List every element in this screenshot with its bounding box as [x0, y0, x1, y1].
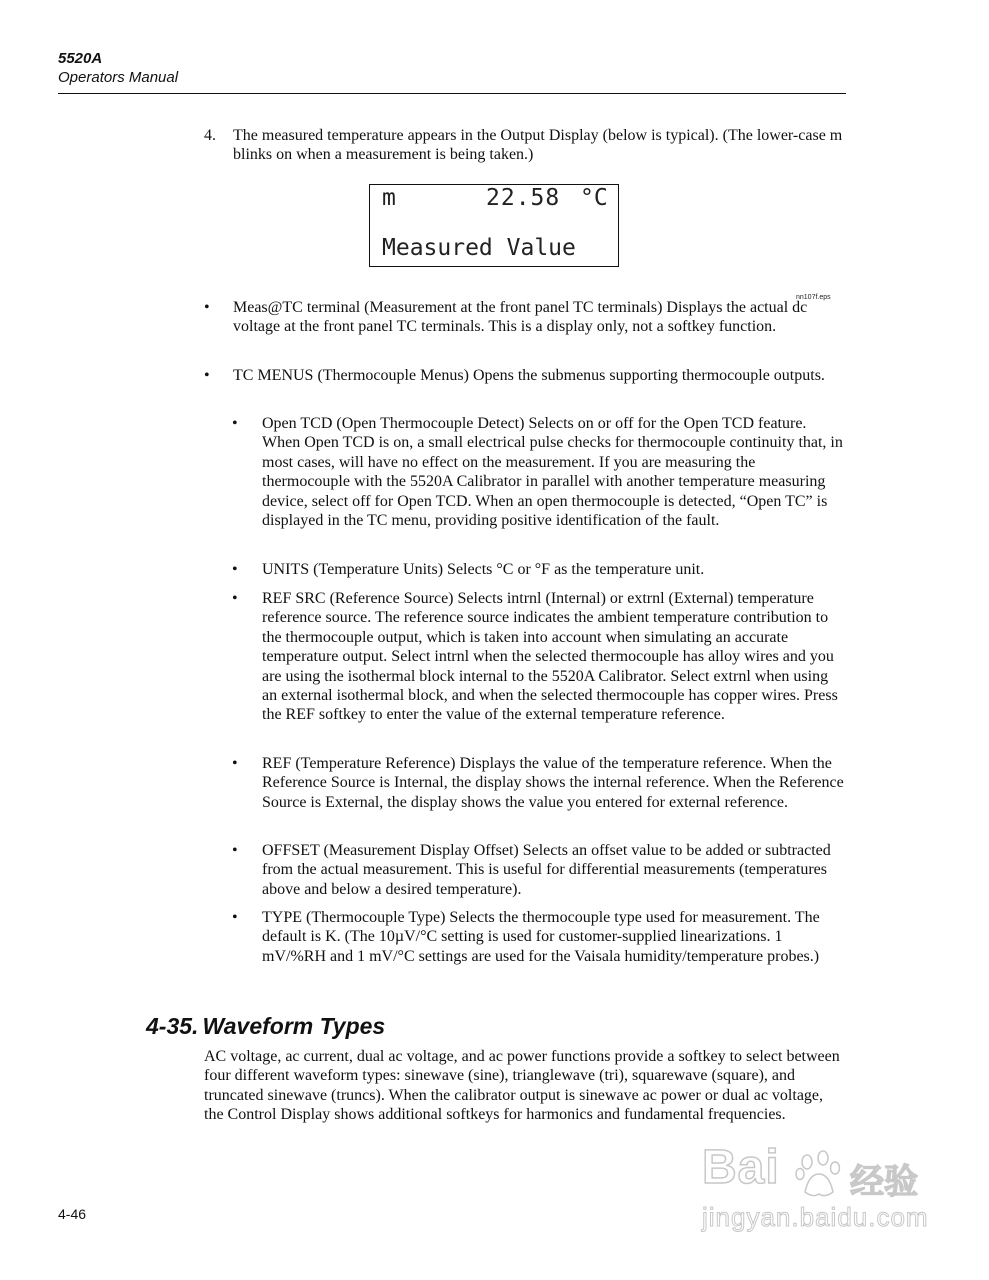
- bullet-text: Meas@TC terminal (Measurement at the front panel TC terminals) Displays the actual dc voltage at the front panel TC terminals. This is a display only, not a softkey function.: [233, 299, 808, 336]
- sub-bullet-ref: [232, 754, 846, 812]
- bullet-mark: •: [232, 415, 238, 432]
- sub-bullet-units: [232, 560, 846, 579]
- section-number: 4-35.: [146, 1013, 199, 1039]
- bullet-mark: •: [232, 561, 238, 578]
- measured-value: 22.58: [486, 185, 561, 211]
- sub-bullet-open-tcd: [232, 414, 846, 530]
- watermark-logo-text: Bai: [702, 1141, 780, 1194]
- baidu-watermark: [700, 1130, 940, 1240]
- bullet-meas-tc: [204, 298, 845, 337]
- section-paragraph: AC voltage, ac current, dual ac voltage, and ac power functions provide a softkey to select between four different waveform types: sinewave (sine), trianglewave (tri), squarewave (square), and truncated sinewave (truncs). When the calibrator output is sinewave ac power or dual ac voltage, the Control Display shows additional softkeys for harmonics and fundamental frequencies.: [204, 1048, 840, 1124]
- bullet-mark: •: [232, 590, 238, 607]
- bullet-mark: •: [204, 299, 210, 316]
- bullet-text: OFFSET (Measurement Display Offset) Selects an offset value to be added or subtracted from the actual measurement. This is useful for differential measurements (temperatures above and below a desired temperature).: [262, 842, 831, 898]
- bullet-text: TC MENUS (Thermocouple Menus) Opens the submenus supporting thermocouple outputs.: [233, 367, 825, 384]
- step-text: The measured temperature appears in the Output Display (below is typical). (The lower-case m blinks on when a measurement is being taken.): [233, 127, 843, 164]
- page-number: 4-46: [58, 1206, 87, 1222]
- output-display-figure: [369, 184, 619, 267]
- header-model: 5520A: [58, 50, 103, 67]
- step-number: 4.: [204, 127, 216, 144]
- bullet-text: TYPE (Thermocouple Type) Selects the thermocouple type used for measurement. The default is K. (The 10µV/°C setting is used for customer-supplied linearizations. 1 mV/%RH and 1 mV/°C settings are used for the Vaisala humidity/temperature probes.): [262, 909, 820, 965]
- sub-bullet-type: [232, 908, 846, 966]
- section-heading: [146, 1012, 385, 1040]
- watermark-cn-text: 经验: [850, 1162, 918, 1202]
- bullet-mark: •: [232, 909, 238, 926]
- header-divider: [58, 93, 846, 94]
- section-title: Waveform Types: [202, 1013, 386, 1039]
- bullet-text: Open TCD (Open Thermocouple Detect) Selects on or off for the Open TCD feature. When Open TCD is on, a small electrical pulse checks for thermocouple continuity that, in most cases, will have no effect on the measurement. If you are measuring the thermocouple with the 5520A Calibrator in parallel with another temperature measuring device, select off for Open TCD. When an open thermocouple is detected, “Open TC” is displayed in the TC menu, providing positive identification of the fault.: [262, 415, 843, 530]
- bullet-text: REF (Temperature Reference) Displays the value of the temperature reference. When the Reference Source is Internal, the display shows the internal reference. When the Reference Source is External, the display shows the value you entered for external reference.: [262, 755, 844, 811]
- figure-reference: nn107f.eps: [796, 294, 831, 301]
- bullet-tc-menus: [204, 366, 845, 385]
- bullet-text: UNITS (Temperature Units) Selects °C or °F as the temperature unit.: [262, 561, 705, 578]
- measure-indicator: m: [382, 185, 396, 211]
- step-4: [204, 126, 845, 165]
- bullet-text: REF SRC (Reference Source) Selects intrnl (Internal) or extrnl (External) temperature reference source. The reference source indicates the ambient temperature contribution to the thermocouple output, which is taken into account when simulating an accurate temperature output. Select intrnl when the selected thermocouple has alloy wires and you are using the isothermal block internal to the 5520A Calibrator. Select extrnl when using an external isothermal block, and when the selected thermocouple has copper wires. Press the REF softkey to enter the value of the external temperature reference.: [262, 590, 838, 724]
- sub-bullet-ref-src: [232, 589, 846, 725]
- measured-unit: °C: [580, 185, 608, 211]
- watermark-url: jingyan.baidu.com: [702, 1202, 929, 1232]
- bullet-mark: •: [232, 755, 238, 772]
- bullet-mark: •: [204, 367, 210, 384]
- display-label: Measured Value: [382, 235, 576, 261]
- bullet-mark: •: [232, 842, 238, 859]
- sub-bullet-offset: [232, 841, 846, 899]
- paw-icon: [795, 1150, 843, 1200]
- header-manual-title: Operators Manual: [58, 69, 179, 86]
